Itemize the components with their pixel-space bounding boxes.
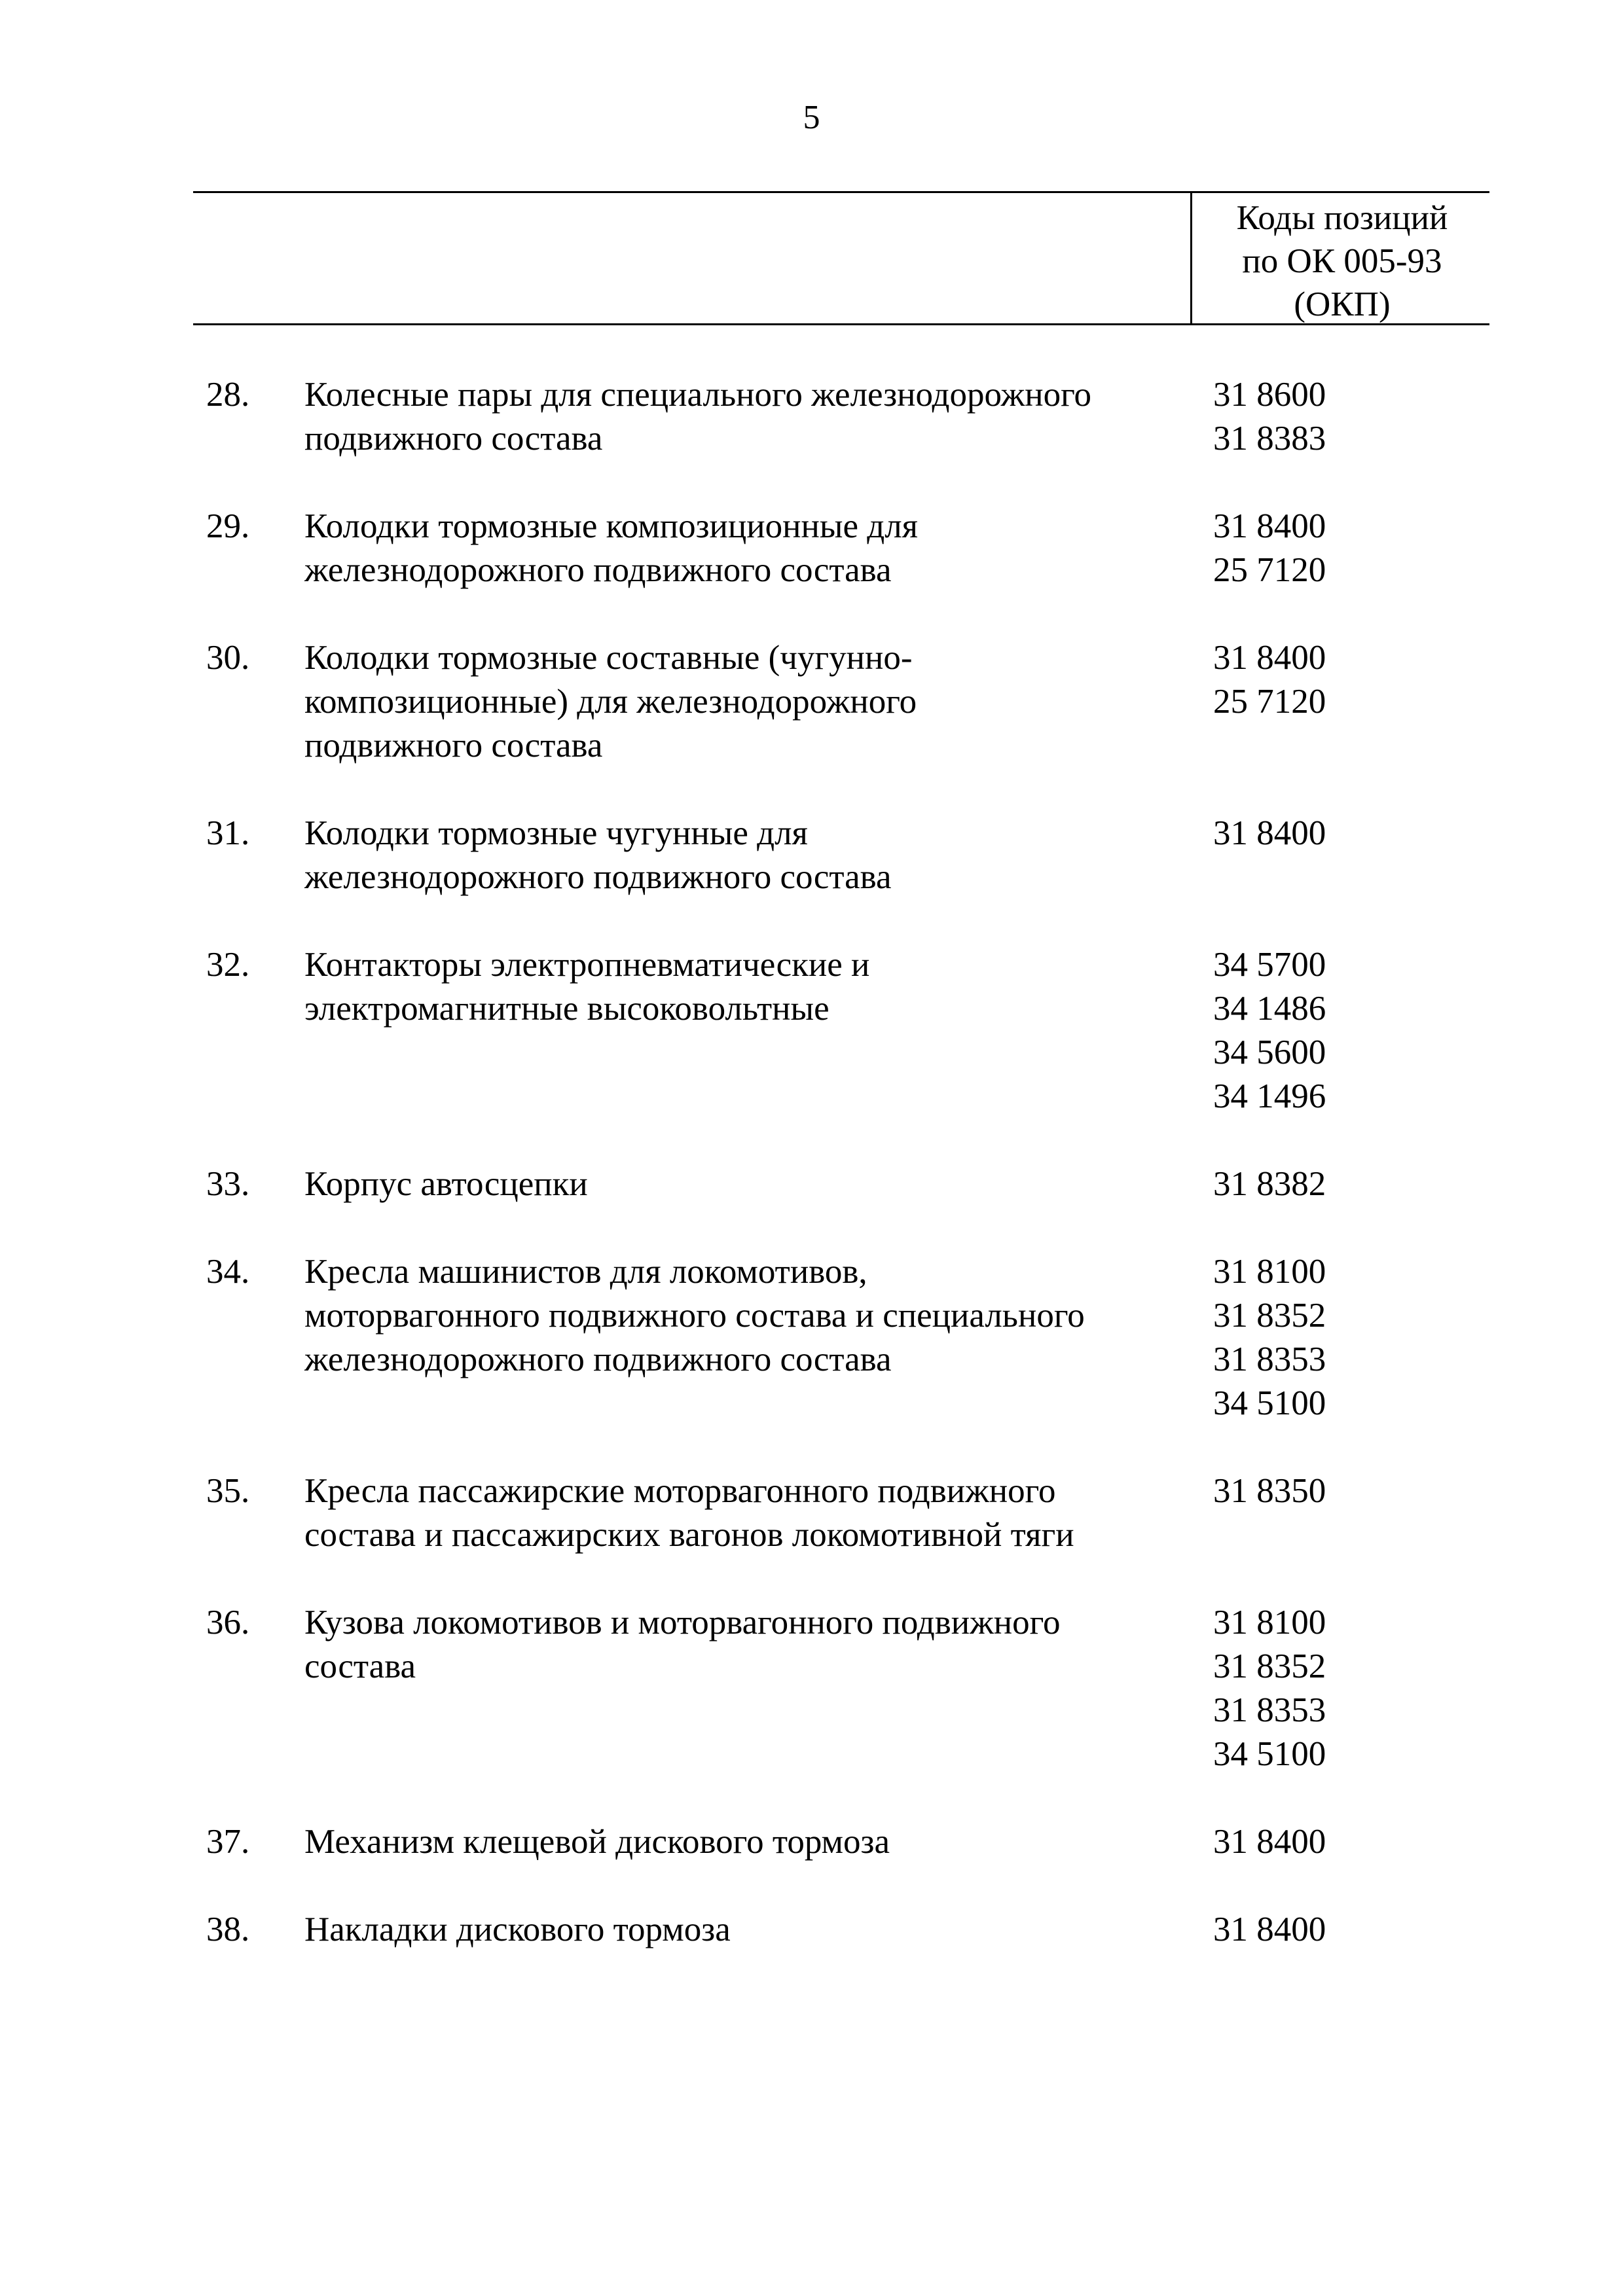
entry-codes <box>1213 1250 1410 1426</box>
entry-number: 28. <box>206 376 250 414</box>
entry-codes <box>1213 1162 1410 1206</box>
table-header-top-rule <box>193 191 1489 193</box>
list-item <box>0 1162 1623 1206</box>
entry-name <box>304 1162 1195 1206</box>
entry-code: 31 8353 <box>1213 1340 1326 1378</box>
entry-name-line: композиционные) для железнодорожного <box>304 683 917 721</box>
entry-codes <box>1213 505 1410 592</box>
entry-name-line: подвижного состава <box>304 420 603 457</box>
entry-name-line: Механизм клещевой дискового тормоза <box>304 1823 890 1861</box>
list-item <box>0 1908 1623 1952</box>
list-item <box>0 636 1623 768</box>
entry-code: 34 5100 <box>1213 1735 1326 1773</box>
list-item <box>0 1820 1623 1864</box>
entry-name-line: моторвагонного подвижного состава и специального <box>304 1297 1085 1335</box>
list-item <box>0 1469 1623 1557</box>
entry-name-line: Колодки тормозные составные (чугунно- <box>304 639 913 677</box>
entry-code: 31 8400 <box>1213 814 1326 852</box>
codes-header-line: по ОК 005-93 <box>1242 242 1442 280</box>
entry-code: 31 8382 <box>1213 1165 1326 1203</box>
entry-number: 38. <box>206 1910 250 1948</box>
entry-number: 33. <box>206 1165 250 1203</box>
entry-name-line: железнодорожного подвижного состава <box>304 858 892 896</box>
entry-name <box>304 373 1195 461</box>
entries-list <box>0 373 1623 1996</box>
entry-name <box>304 1908 1195 1952</box>
entry-name <box>304 1601 1195 1689</box>
entry-name-line: Кузова локомотивов и моторвагонного подвижного <box>304 1604 1061 1641</box>
entry-number: 34. <box>206 1253 250 1291</box>
entry-name-line: железнодорожного подвижного состава <box>304 1340 892 1378</box>
list-item <box>0 943 1623 1119</box>
entry-number: 30. <box>206 639 250 677</box>
entry-code: 31 8400 <box>1213 507 1326 545</box>
entry-code: 31 8400 <box>1213 639 1326 677</box>
entry-number: 29. <box>206 507 250 545</box>
codes-column-header <box>1195 196 1489 326</box>
entry-name-line: Корпус автосцепки <box>304 1165 588 1203</box>
entry-codes <box>1213 1908 1410 1952</box>
entry-name-line: электромагнитные высоковольтные <box>304 990 830 1028</box>
entry-codes <box>1213 812 1410 855</box>
entry-name-line: железнодорожного подвижного состава <box>304 551 892 589</box>
entry-number: 36. <box>206 1604 250 1641</box>
entry-codes <box>1213 1469 1410 1513</box>
entry-codes <box>1213 1820 1410 1864</box>
entry-name-line: состава <box>304 1647 416 1685</box>
entry-codes <box>1213 373 1410 461</box>
entry-name-line: Накладки дискового тормоза <box>304 1910 731 1948</box>
entry-number: 31. <box>206 814 250 852</box>
list-item <box>0 1601 1623 1776</box>
entry-codes <box>1213 636 1410 724</box>
entry-name <box>304 1820 1195 1864</box>
entry-name-line: Колодки тормозные композиционные для <box>304 507 919 545</box>
entry-number: 32. <box>206 946 250 984</box>
page-number: 5 <box>803 99 820 136</box>
entry-code: 25 7120 <box>1213 551 1326 589</box>
entry-code: 34 5600 <box>1213 1033 1326 1071</box>
entry-code: 31 8383 <box>1213 420 1326 457</box>
entry-codes <box>1213 1601 1410 1776</box>
entry-name <box>304 812 1195 899</box>
entry-code: 31 8352 <box>1213 1647 1326 1685</box>
list-item <box>0 812 1623 899</box>
entry-name-line: Контакторы электропневматические и <box>304 946 870 984</box>
entry-code: 34 5100 <box>1213 1384 1326 1422</box>
list-item <box>0 1250 1623 1426</box>
entry-code: 34 1486 <box>1213 990 1326 1028</box>
entry-name-line: Колесные пары для специального железнодорожного <box>304 376 1092 414</box>
entry-code: 31 8400 <box>1213 1910 1326 1948</box>
entry-code: 31 8350 <box>1213 1472 1326 1510</box>
entry-code: 34 1496 <box>1213 1077 1326 1115</box>
entry-code: 31 8352 <box>1213 1297 1326 1335</box>
entry-number: 35. <box>206 1472 250 1510</box>
entry-code: 31 8400 <box>1213 1823 1326 1861</box>
entry-name <box>304 1250 1195 1382</box>
entry-code: 31 8600 <box>1213 376 1326 414</box>
entry-code: 31 8100 <box>1213 1253 1326 1291</box>
entry-name <box>304 505 1195 592</box>
entry-name-line: Кресла пассажирские моторвагонного подвижного <box>304 1472 1056 1510</box>
list-item <box>0 373 1623 461</box>
entry-name <box>304 1469 1195 1557</box>
entry-codes <box>1213 943 1410 1119</box>
entry-name-line: подвижного состава <box>304 726 603 764</box>
list-item <box>0 505 1623 592</box>
entry-code: 31 8353 <box>1213 1691 1326 1729</box>
entry-name-line: Колодки тормозные чугунные для <box>304 814 808 852</box>
entry-code: 34 5700 <box>1213 946 1326 984</box>
entry-name-line: Кресла машинистов для локомотивов, <box>304 1253 867 1291</box>
entry-name <box>304 943 1195 1031</box>
codes-header-line: Коды позиций <box>1236 199 1448 237</box>
table-header-column-divider <box>1190 191 1192 325</box>
table-header-bottom-rule <box>193 323 1489 325</box>
entry-name-line: состава и пассажирских вагонов локомотивной тяги <box>304 1516 1074 1554</box>
entry-code: 31 8100 <box>1213 1604 1326 1641</box>
entry-number: 37. <box>206 1823 250 1861</box>
entry-code: 25 7120 <box>1213 683 1326 721</box>
codes-header-line: (ОКП) <box>1294 285 1391 323</box>
entry-name <box>304 636 1195 768</box>
